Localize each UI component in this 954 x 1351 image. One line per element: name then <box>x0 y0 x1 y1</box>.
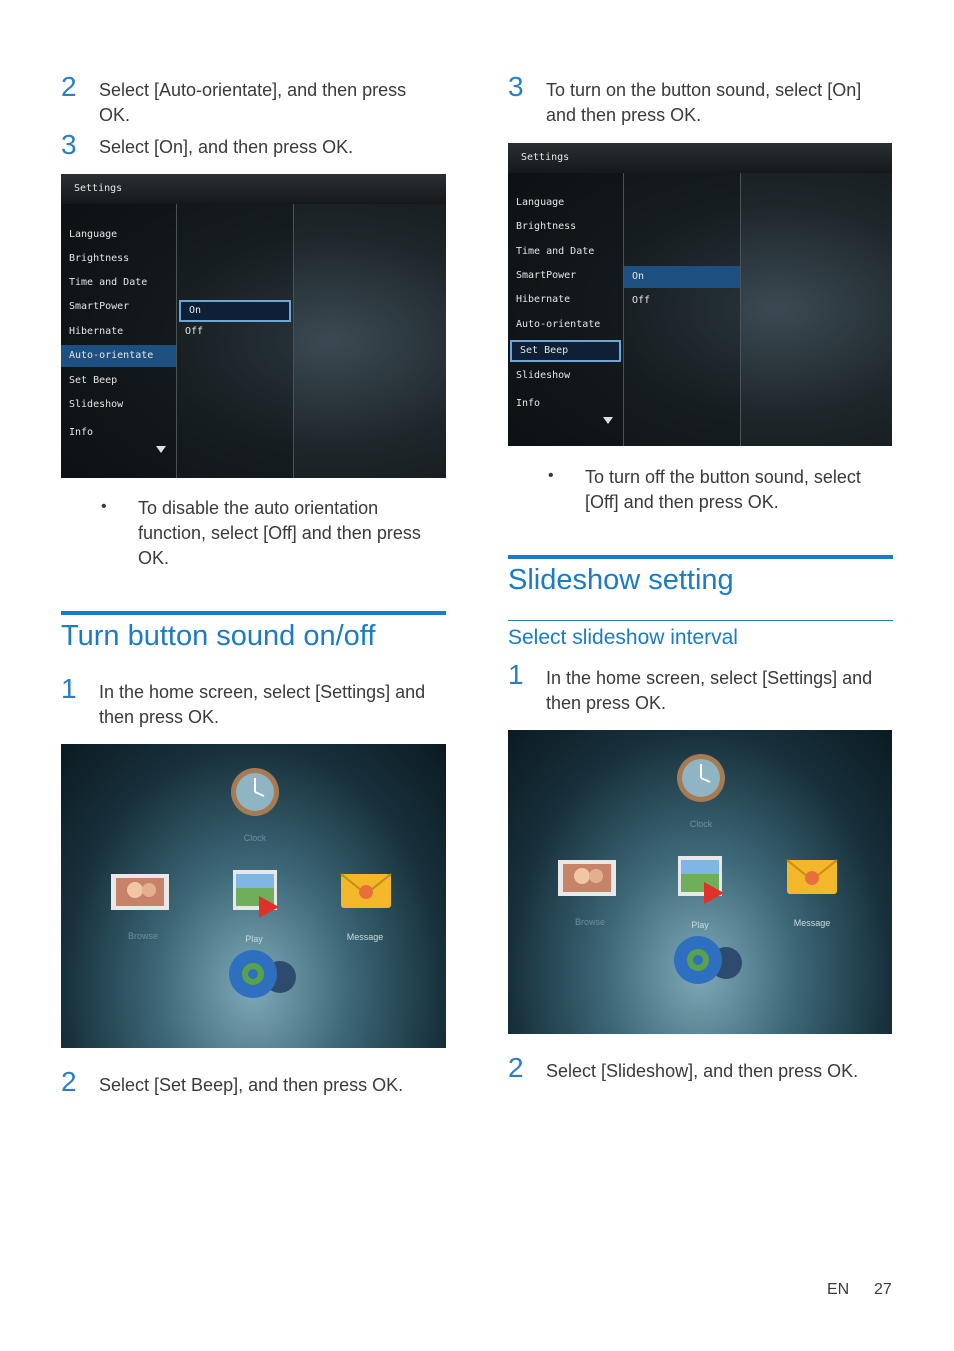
step-text <box>99 78 444 128</box>
bullet-line: To turn off the button sound, select <box>585 467 861 487</box>
play-slideshow-icon <box>233 870 279 918</box>
menu-item-smartpower: SmartPower <box>69 301 130 312</box>
scroll-down-arrow-icon <box>603 417 613 424</box>
step-number: 3 <box>508 71 524 102</box>
step-text <box>99 680 444 730</box>
menu-item-hibernate: Hibernate <box>69 326 124 337</box>
step-number: 1 <box>61 673 77 704</box>
menu-item-info: Info <box>69 427 94 438</box>
step-number: 2 <box>61 1066 77 1097</box>
settings-options-column <box>177 204 294 478</box>
bullet-line: [Off] and then press OK. <box>585 492 779 512</box>
message-envelope-icon <box>787 860 837 894</box>
step-text <box>546 666 896 716</box>
step-line: OK. <box>99 105 131 125</box>
browse-photos-icon <box>558 860 616 896</box>
subsection-heading: Select slideshow interval <box>508 626 738 649</box>
home-label-clock: Clock <box>243 833 267 843</box>
menu-item-brightness: Brightness <box>69 253 130 264</box>
option-on: On <box>624 266 740 288</box>
bullet-line: function, select [Off] and then press <box>138 523 421 543</box>
step-line: To turn on the button sound, select [On] <box>546 80 862 100</box>
menu-item-auto-orientate: Auto-orientate <box>516 319 601 330</box>
home-screenshot <box>61 744 446 1048</box>
page-number: 27 <box>874 1281 892 1298</box>
bullet-dot: • <box>548 467 554 484</box>
footer-language: EN <box>827 1281 850 1298</box>
step-line: then press OK. <box>99 707 220 727</box>
settings-screenshot <box>508 143 892 446</box>
home-label-settings: Settings <box>683 1008 717 1018</box>
home-icons <box>508 730 892 1034</box>
settings-options-column <box>624 173 741 446</box>
menu-item-auto-orientate: Auto-orientate <box>61 345 176 367</box>
bullet-line: OK. <box>138 548 170 568</box>
menu-item-brightness: Brightness <box>516 221 577 232</box>
option-off: Off <box>632 295 651 306</box>
menu-item-info: Info <box>516 398 541 409</box>
menu-item-set-beep: Set Beep <box>69 375 118 386</box>
step-text: Select [On], and then press OK. <box>99 137 354 157</box>
home-label-message: Message <box>793 918 831 928</box>
message-envelope-icon <box>341 874 391 908</box>
step-text: Select [Set Beep], and then press OK. <box>99 1075 404 1095</box>
step-number: 2 <box>61 71 77 102</box>
step-line: In the home screen, select [Settings] and <box>99 682 426 702</box>
step-line: In the home screen, select [Settings] and <box>546 668 873 688</box>
section-heading: Turn button sound on/off <box>61 620 376 652</box>
clock-icon <box>231 768 279 816</box>
settings-gear-icon <box>229 950 296 998</box>
home-icons <box>61 744 446 1048</box>
section-rule <box>61 611 446 615</box>
home-label-message: Message <box>346 932 384 942</box>
settings-title: Settings <box>508 143 892 173</box>
menu-item-language: Language <box>516 197 565 208</box>
scroll-down-arrow-icon <box>156 446 166 453</box>
menu-item-time-and-date: Time and Date <box>516 246 595 257</box>
step-line: and then press OK. <box>546 105 702 125</box>
menu-item-time-and-date: Time and Date <box>69 277 148 288</box>
clock-icon <box>677 754 725 802</box>
bullet-text <box>138 496 448 571</box>
step-line: Select [Auto-orientate], and then press <box>99 80 407 100</box>
browse-photos-icon <box>111 874 169 910</box>
step-text: Select [Slideshow], and then press OK. <box>546 1061 859 1081</box>
step-number: 1 <box>508 659 524 690</box>
step-number: 2 <box>508 1052 524 1083</box>
bullet-text <box>585 465 895 515</box>
home-label-browse: Browse <box>574 917 605 927</box>
settings-menu-column <box>61 204 177 478</box>
menu-item-hibernate: Hibernate <box>516 294 571 305</box>
home-label-play: Play <box>245 934 263 944</box>
settings-screenshot <box>61 174 446 478</box>
step-line: then press OK. <box>546 693 667 713</box>
menu-item-language: Language <box>69 229 118 240</box>
menu-item-set-beep: Set Beep <box>510 340 621 362</box>
menu-item-slideshow: Slideshow <box>69 399 124 410</box>
home-label-clock: Clock <box>689 819 713 829</box>
settings-title: Settings <box>61 174 446 204</box>
menu-item-smartpower: SmartPower <box>516 270 577 281</box>
section-rule <box>508 555 893 559</box>
settings-menu-column <box>508 173 624 446</box>
step-text <box>546 78 896 128</box>
settings-gear-icon <box>674 936 742 984</box>
home-label-settings: Settings <box>237 1022 271 1032</box>
menu-item-slideshow: Slideshow <box>516 370 571 381</box>
option-off: Off <box>185 326 204 337</box>
play-slideshow-icon <box>678 856 724 904</box>
home-label-browse: Browse <box>127 931 158 941</box>
section-heading: Slideshow setting <box>508 564 734 596</box>
home-screenshot <box>508 730 892 1034</box>
home-label-play: Play <box>691 920 709 930</box>
step-number: 3 <box>61 129 77 160</box>
subsection-rule <box>508 620 893 621</box>
bullet-dot: • <box>101 498 107 515</box>
option-on: On <box>179 300 291 322</box>
bullet-line: To disable the auto orientation <box>138 498 379 518</box>
